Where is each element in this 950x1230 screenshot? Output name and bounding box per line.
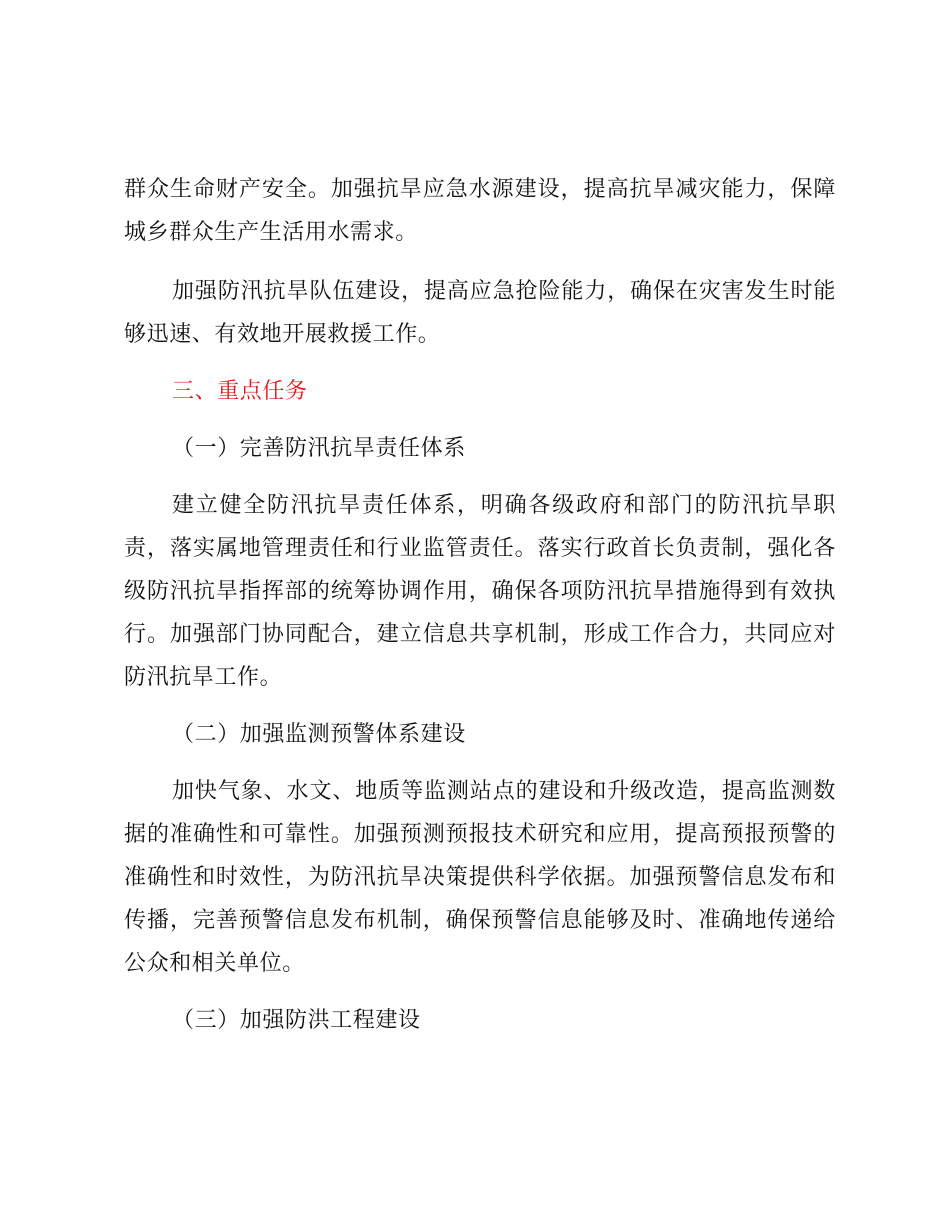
subheading: （二）加强监测预警体系建设 [172, 722, 466, 747]
body-paragraph: 群众生命财产安全。加强抗旱应急水源建设，提高抗旱减灾能力，保障城乡群众生产生活用水需求。 [124, 177, 836, 245]
section-heading: 三、重点任务 [172, 379, 308, 404]
body-paragraph: 加快气象、水文、地质等监测站点的建设和升级改造，提高监测数据的准确性和可靠性。加强预测预报技术研究和应用，提高预报预警的准确性和时效性，为防汛抗旱决策提供科学依据。加强预警信息发布和传播，完善预警信息发布机制，确保预警信息能够及时、准确地传递给公众和相关单位。 [124, 779, 836, 976]
subheading: （一）完善防汛抗旱责任体系 [172, 436, 466, 461]
body-paragraph: 建立健全防汛抗旱责任体系，明确各级政府和部门的防汛抗旱职责，落实属地管理责任和行业监管责任。落实行政首长负责制，强化各级防汛抗旱指挥部的统筹协调作用，确保各项防汛抗旱措施得到有效执行。加强部门协同配合，建立信息共享机制，形成工作合力，共同应对防汛抗旱工作。 [124, 493, 836, 690]
subheading: （三）加强防洪工程建设 [172, 1008, 421, 1033]
body-paragraph: 加强防汛抗旱队伍建设，提高应急抢险能力，确保在灾害发生时能够迅速、有效地开展救援工作。 [124, 279, 836, 347]
document-body [124, 168, 836, 1042]
